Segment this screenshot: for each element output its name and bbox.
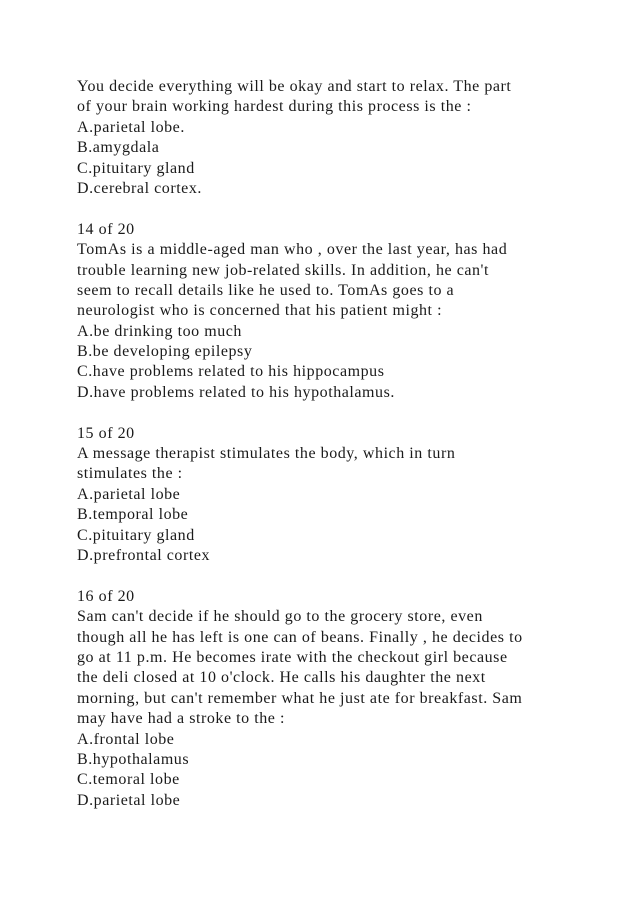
question-number: 16 of 20 [77, 587, 135, 605]
question-text-line: of your brain working hardest during this process is the : [77, 98, 472, 116]
answer-option-c: C.pituitary gland [77, 159, 195, 177]
answer-option-b: B.temporal lobe [77, 506, 189, 524]
answer-option-b: B.amygdala [77, 139, 160, 157]
answer-option-a: A.parietal lobe. [77, 118, 185, 136]
document-page [77, 77, 617, 811]
answer-option-c: C.temoral lobe [77, 771, 180, 789]
answer-option-c: C.pituitary gland [77, 526, 195, 544]
spacer [77, 403, 617, 423]
question-13 [77, 77, 617, 199]
answer-option-d: D.prefrontal cortex [77, 546, 211, 564]
question-text-line: though all he has left is one can of beans. Finally , he decides to [77, 628, 523, 646]
answer-option-a: A.frontal lobe [77, 730, 175, 748]
answer-option-d: D.have problems related to his hypothalamus. [77, 383, 395, 401]
answer-option-a: A.be drinking too much [77, 322, 242, 340]
question-text-line: You decide everything will be okay and start to relax. The part [77, 78, 512, 95]
question-14 [77, 220, 617, 404]
question-text-line: TomAs is a middle-aged man who , over the last year, has had [77, 241, 508, 259]
answer-option-b: B.hypothalamus [77, 750, 190, 768]
question-text-line: seem to recall details like he used to. TomAs goes to a [77, 281, 455, 299]
question-text-line: Sam can't decide if he should go to the grocery store, even [77, 608, 483, 626]
question-15 [77, 424, 617, 567]
answer-option-c: C.have problems related to his hippocampus [77, 363, 385, 381]
question-text-line: may have had a stroke to the : [77, 710, 285, 728]
answer-option-b: B.be developing epilepsy [77, 343, 253, 361]
answer-option-d: D.parietal lobe [77, 791, 181, 809]
question-text-line: trouble learning new job-related skills. In addition, he can't [77, 261, 489, 279]
question-text-line: A message therapist stimulates the body, which in turn [77, 445, 456, 463]
question-text-line: the deli closed at 10 o'clock. He calls his daughter the next [77, 669, 486, 687]
answer-option-d: D.cerebral cortex. [77, 179, 202, 197]
spacer [77, 199, 617, 219]
answer-option-a: A.parietal lobe [77, 485, 181, 503]
question-text-line: stimulates the : [77, 465, 183, 483]
question-number: 14 of 20 [77, 220, 135, 238]
question-16 [77, 587, 617, 811]
question-text-line: neurologist who is concerned that his patient might : [77, 302, 443, 320]
question-text-line: morning, but can't remember what he just ate for breakfast. Sam [77, 689, 523, 707]
question-text-line: go at 11 p.m. He becomes irate with the checkout girl because [77, 648, 508, 666]
question-number: 15 of 20 [77, 424, 135, 442]
spacer [77, 566, 617, 586]
